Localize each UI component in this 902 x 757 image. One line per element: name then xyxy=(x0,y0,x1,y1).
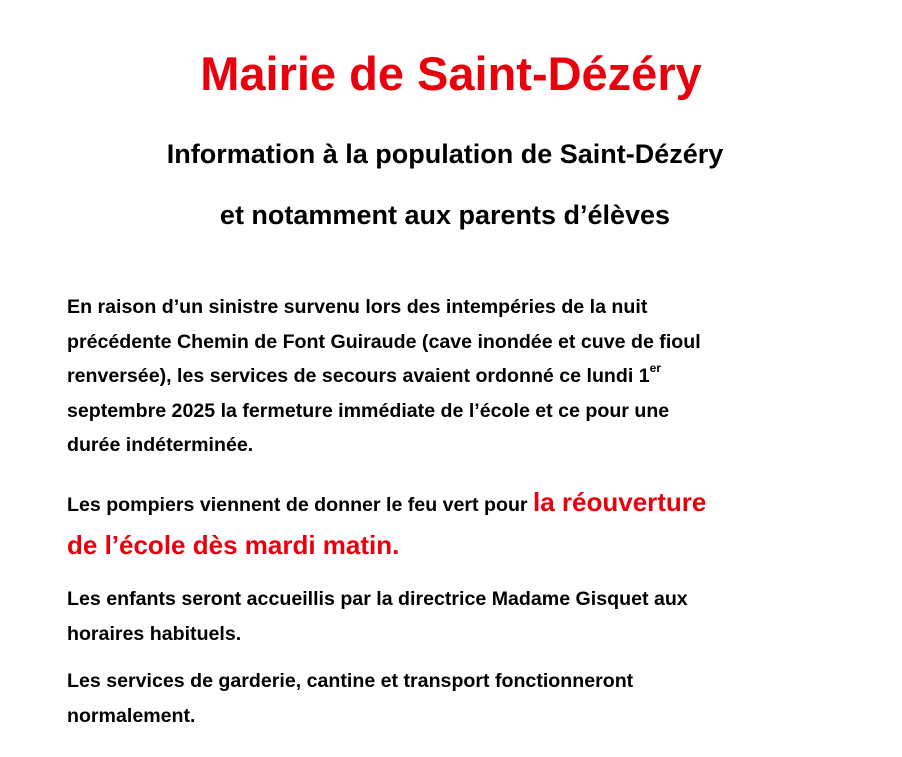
paragraph-services-line-1: Les services de garderie, cantine et transport fonctionneront xyxy=(67,670,634,692)
paragraph-incident-line-2: précédente Chemin de Font Guiraude (cave inondée et cuve de fioul xyxy=(67,330,701,353)
paragraph-incident-line-1: En raison d’un sinistre survenu lors des intempéries de la nuit xyxy=(67,296,648,318)
paragraph-reopening-text: Les pompiers viennent de donner le feu vert pour xyxy=(67,494,533,516)
paragraph-incident-line-3-text: renversée), les services de secours avaient ordonné ce lundi 1 xyxy=(67,365,650,387)
page-title: Mairie de Saint-Dézéry xyxy=(200,47,702,100)
paragraph-incident-line-3 xyxy=(67,359,827,394)
paragraph-services xyxy=(67,664,827,733)
reopening-highlight-2: de l’école dès mardi matin. xyxy=(67,530,400,560)
paragraph-incident xyxy=(67,290,827,463)
paragraph-services-line-2: normalement. xyxy=(67,704,196,727)
subtitle-line-2: et notamment aux parents d’élèves xyxy=(219,200,671,230)
paragraph-reopening xyxy=(67,482,827,565)
paragraph-reception-line-1: Les enfants seront accueillis par la directrice Madame Gisquet aux xyxy=(67,588,688,610)
paragraph-reception xyxy=(67,582,827,651)
reopening-highlight-1: la réouverture xyxy=(532,487,707,517)
paragraph-reopening-line-1 xyxy=(67,482,827,525)
subtitle-line-1: Information à la population de Saint-Dézéry xyxy=(166,139,724,169)
paragraph-reception-line-2: horaires habituels. xyxy=(67,622,242,645)
paragraph-incident-line-4: septembre 2025 la fermeture immédiate de l’école et ce pour une xyxy=(67,399,670,422)
paragraph-incident-line-5: durée indéterminée. xyxy=(67,434,254,456)
ordinal-suffix: er xyxy=(649,361,661,376)
